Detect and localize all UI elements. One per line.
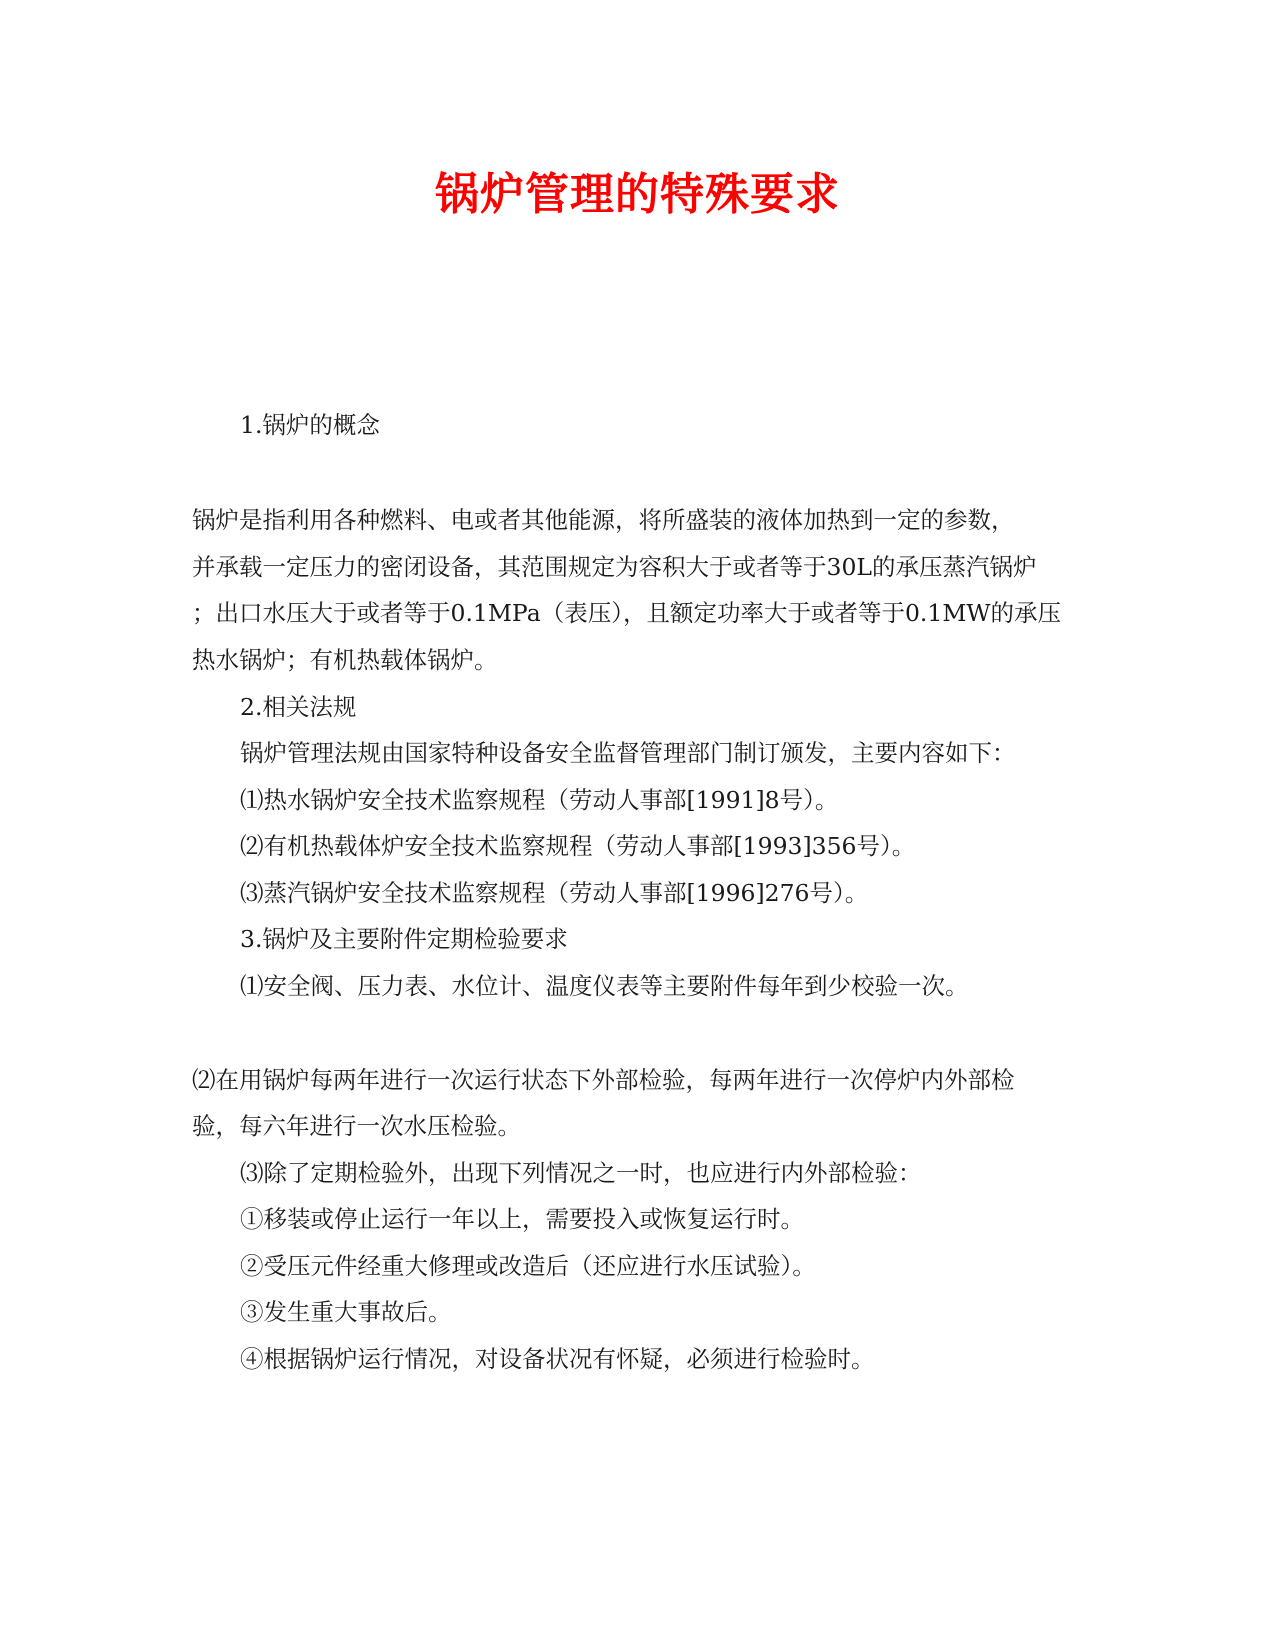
list-item: ⑴热水锅炉安全技术监察规程（劳动人事部[1991]8号）。	[240, 786, 839, 814]
document-title: 锅炉管理的特殊要求	[435, 169, 840, 220]
list-item: ②受压元件经重大修理或改造后（还应进行水压试验）。	[240, 1252, 816, 1280]
paragraph-line: ；出口水压大于或者等于0.1MPa（表压），且额定功率大于或者等于0.1MW的承压	[192, 599, 1062, 627]
list-item: ⑶除了定期检验外，出现下列情况之一时，也应进行内外部检验：	[240, 1159, 922, 1187]
list-item: ④根据锅炉运行情况，对设备状况有怀疑，必须进行检验时。	[240, 1345, 875, 1373]
paragraph-line: 锅炉是指利用各种燃料、电或者其他能源，将所盛装的液体加热到一定的参数，	[192, 506, 1015, 534]
paragraph-line: 热水锅炉；有机热载体锅炉。	[192, 646, 498, 674]
list-item: ⑴安全阀、压力表、水位计、温度仪表等主要附件每年到少校验一次。	[240, 972, 969, 1000]
list-item: ⑶蒸汽锅炉安全技术监察规程（劳动人事部[1996]276号）。	[240, 879, 869, 907]
section-heading-2: 2.相关法规	[240, 693, 357, 721]
paragraph-line: 验，每六年进行一次水压检验。	[192, 1112, 521, 1140]
paragraph-line: 并承载一定压力的密闭设备，其范围规定为容积大于或者等于30L的承压蒸汽锅炉	[192, 553, 1037, 581]
section-heading-1: 1.锅炉的概念	[240, 411, 380, 439]
paragraph-line: 锅炉管理法规由国家特种设备安全监督管理部门制订颁发，主要内容如下：	[240, 739, 1016, 767]
list-item: ①移装或停止运行一年以上，需要投入或恢复运行时。	[240, 1205, 804, 1233]
list-item: ⑵在用锅炉每两年进行一次运行状态下外部检验，每两年进行一次停炉内外部检	[192, 1066, 1015, 1094]
list-item: ⑵有机热载体炉安全技术监察规程（劳动人事部[1993]356号）。	[240, 832, 916, 860]
section-heading-3: 3.锅炉及主要附件定期检验要求	[240, 925, 568, 953]
list-item: ③发生重大事故后。	[240, 1298, 452, 1326]
